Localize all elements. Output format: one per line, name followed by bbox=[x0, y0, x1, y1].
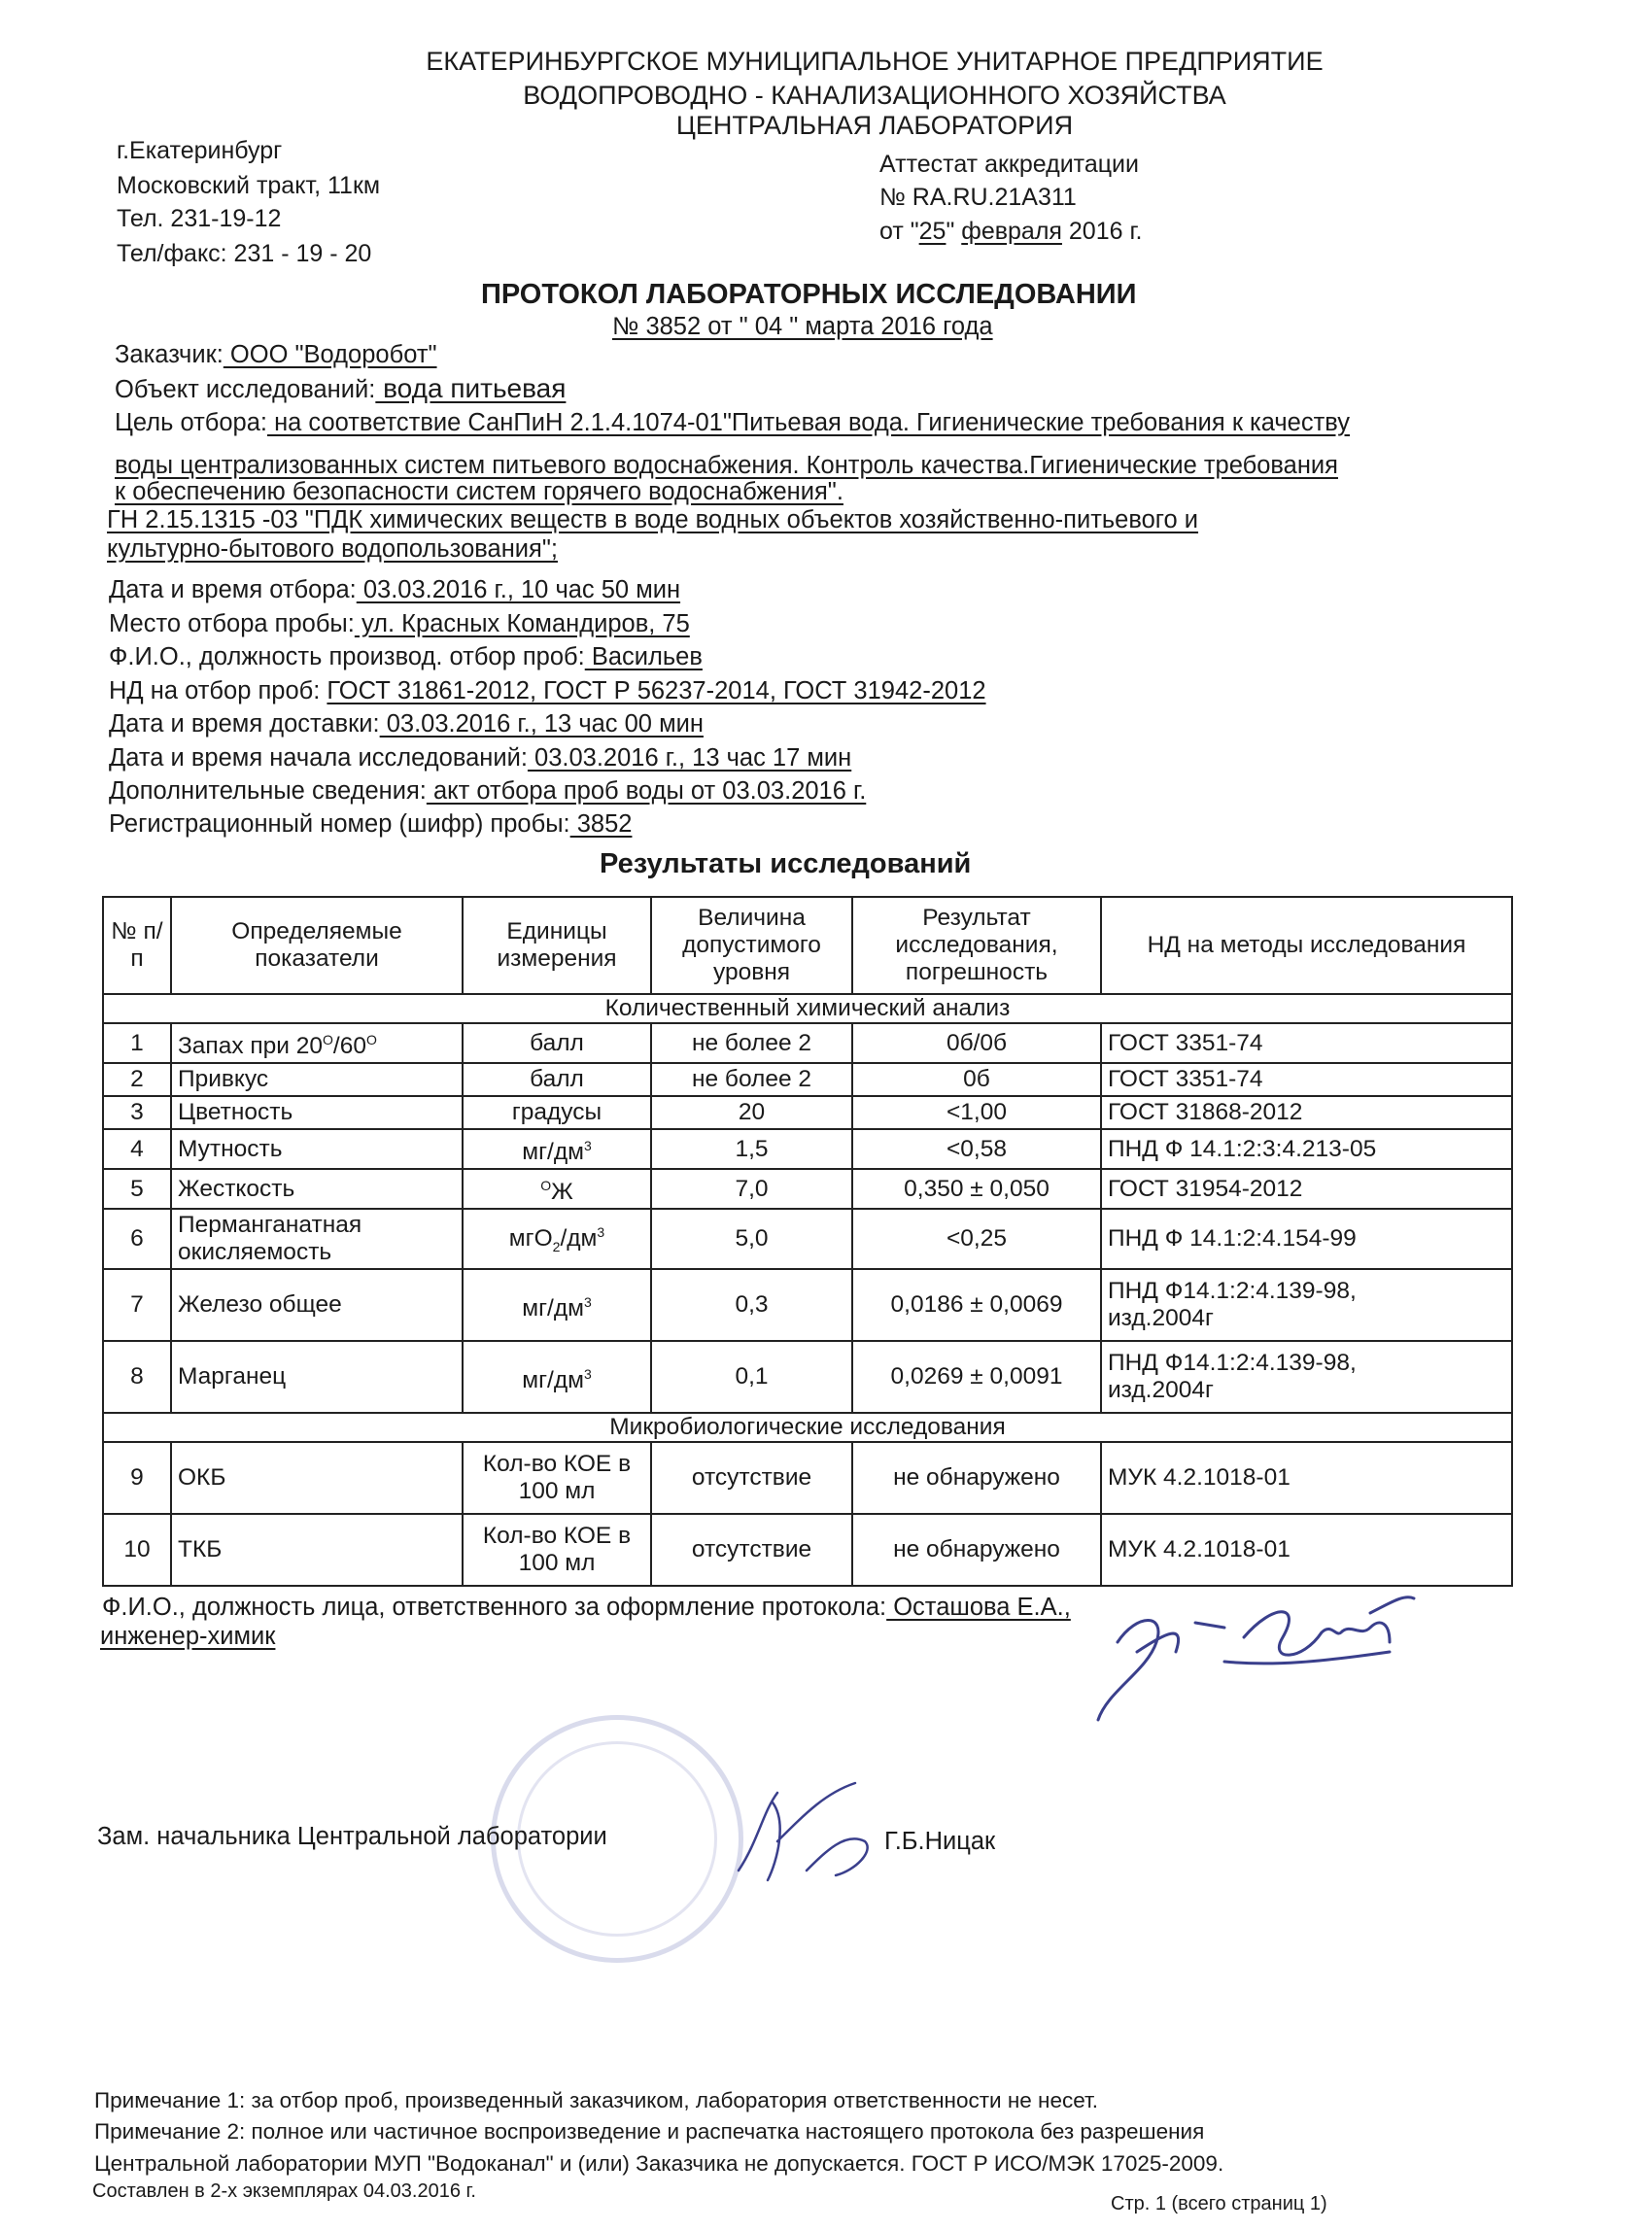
row-indicator: Цветность bbox=[171, 1096, 463, 1129]
delivery-value: 03.03.2016 г., 13 час 00 мин bbox=[379, 710, 704, 738]
reg-number-label: Регистрационный номер (шифр) пробы: bbox=[109, 810, 570, 838]
table-row bbox=[103, 1169, 1512, 1209]
row-num: 10 bbox=[103, 1514, 171, 1586]
accreditation-day: 25 bbox=[918, 218, 946, 245]
row-num: 6 bbox=[103, 1209, 171, 1269]
sampling-time-label: Дата и время отбора: bbox=[109, 576, 357, 603]
purpose-field bbox=[115, 406, 1350, 439]
unit-sub: 2 bbox=[552, 1238, 561, 1254]
row-limit: не более 2 bbox=[651, 1023, 852, 1063]
row-indicator: ОКБ bbox=[171, 1442, 463, 1514]
row-result: <0,25 bbox=[852, 1209, 1101, 1269]
row-num: 7 bbox=[103, 1269, 171, 1341]
row-indicator: Привкус bbox=[171, 1063, 463, 1096]
row-num: 3 bbox=[103, 1096, 171, 1129]
table-row bbox=[103, 1129, 1512, 1169]
copies-note: Составлен в 2-х экземплярах 04.03.2016 г. bbox=[92, 2180, 476, 2202]
row-method: ГОСТ 3351-74 bbox=[1101, 1023, 1512, 1063]
row-limit: 1,5 bbox=[651, 1129, 852, 1169]
address-street: Московский тракт, 11км bbox=[117, 172, 381, 199]
row-unit bbox=[463, 1169, 651, 1209]
row-method: МУК 4.2.1018-01 bbox=[1101, 1442, 1512, 1514]
org-name-line3: ЦЕНТРАЛЬНАЯ ЛАБОРАТОРИЯ bbox=[675, 111, 1074, 140]
accreditation-date bbox=[879, 215, 1142, 248]
sampler-value: Васильев bbox=[584, 643, 703, 670]
row-unit-text: Ж bbox=[551, 1179, 573, 1206]
row-unit bbox=[463, 1442, 651, 1514]
row-unit bbox=[463, 1209, 651, 1269]
row-num: 1 bbox=[103, 1023, 171, 1063]
row-unit-line2: 100 мл bbox=[518, 1550, 596, 1577]
row-unit-text: мгО bbox=[508, 1225, 553, 1253]
row-unit-text: мг/дм bbox=[522, 1139, 584, 1166]
purpose-value-line2: воды централизованных систем питьевого водоснабжения. Контроль качества.Гигиенические требования bbox=[115, 452, 1338, 479]
section-row-micro bbox=[103, 1413, 1512, 1442]
row-method: ГОСТ 31954-2012 bbox=[1101, 1169, 1512, 1209]
accreditation-month: февраля bbox=[961, 218, 1062, 245]
row-indicator: Железо общее bbox=[171, 1269, 463, 1341]
accreditation-label: Аттестат аккредитации bbox=[879, 151, 1139, 178]
row-result: <0,58 bbox=[852, 1129, 1101, 1169]
row-indicator bbox=[171, 1209, 463, 1269]
row-num: 8 bbox=[103, 1341, 171, 1413]
results-table bbox=[102, 896, 1513, 1587]
row-unit bbox=[463, 1269, 651, 1341]
object-field bbox=[115, 372, 566, 406]
row-result: 0,350 ± 0,050 bbox=[852, 1169, 1101, 1209]
row-result: не обнаружено bbox=[852, 1514, 1101, 1586]
customer-label: Заказчик: bbox=[115, 341, 224, 368]
section-chemical: Количественный химический анализ bbox=[103, 994, 1512, 1023]
deputy-name: Г.Б.Ницак bbox=[884, 1828, 996, 1855]
table-row bbox=[103, 1209, 1512, 1269]
row-indicator: Жесткость bbox=[171, 1169, 463, 1209]
row-method-line1: ПНД Ф14.1:2:4.139-98, bbox=[1108, 1350, 1357, 1377]
degree-sup: О bbox=[365, 1032, 377, 1047]
purpose-label: Цель отбора: bbox=[115, 409, 267, 436]
start-field bbox=[109, 741, 851, 774]
header-limit: Величина допустимого уровня bbox=[651, 897, 852, 994]
row-limit: 7,0 bbox=[651, 1169, 852, 1209]
page-number: Стр. 1 (всего страниц 1) bbox=[1111, 2193, 1327, 2214]
row-unit: балл bbox=[463, 1063, 651, 1096]
header-result: Результат исследования, погрешность bbox=[852, 897, 1101, 994]
row-limit: 5,0 bbox=[651, 1209, 852, 1269]
results-title: Результаты исследований bbox=[600, 848, 972, 879]
table-row bbox=[103, 1023, 1512, 1063]
row-method: ПНД Ф 14.1:2:4.154-99 bbox=[1101, 1209, 1512, 1269]
row-limit: 0,1 bbox=[651, 1341, 852, 1413]
row-unit: балл bbox=[463, 1023, 651, 1063]
row-limit: 20 bbox=[651, 1096, 852, 1129]
header-units: Единицы измерения bbox=[463, 897, 651, 994]
row-indicator: Мутность bbox=[171, 1129, 463, 1169]
delivery-field bbox=[109, 707, 704, 740]
org-name-line1: ЕКАТЕРИНБУРГСКОЕ МУНИЦИПАЛЬНОЕ УНИТАРНОЕ ПРЕДПРИЯТИЕ bbox=[426, 47, 1324, 76]
sampler-label: Ф.И.О., должность производ. отбор проб: bbox=[109, 643, 585, 670]
customer-field bbox=[115, 338, 437, 371]
row-unit-line2: 100 мл bbox=[518, 1478, 596, 1505]
row-unit-line1: Кол-во КОЕ в bbox=[482, 1451, 632, 1478]
row-num: 4 bbox=[103, 1129, 171, 1169]
row-indicator-text: Запах при 20 bbox=[178, 1033, 324, 1060]
degree-sup: О bbox=[323, 1032, 333, 1047]
row-num: 5 bbox=[103, 1169, 171, 1209]
table-row bbox=[103, 1442, 1512, 1514]
section-micro: Микробиологические исследования bbox=[103, 1413, 1512, 1442]
section-row-chemical bbox=[103, 994, 1512, 1023]
responsible-position: инженер-химик bbox=[100, 1623, 276, 1650]
row-method-line2: изд.2004г bbox=[1108, 1377, 1214, 1404]
sampling-place-value: ул. Красных Командиров, 75 bbox=[354, 610, 690, 637]
customer-value: ООО "Водоробот" bbox=[223, 341, 437, 368]
row-unit-line1: Кол-во КОЕ в bbox=[482, 1523, 632, 1550]
header-method: НД на методы исследования bbox=[1101, 897, 1512, 994]
note-1: Примечание 1: за отбор проб, произведенный заказчиком, лаборатория ответственности не несет. bbox=[94, 2088, 1099, 2112]
row-indicator bbox=[171, 1023, 463, 1063]
delivery-label: Дата и время доставки: bbox=[109, 710, 380, 738]
responsible-name: Осташова Е.А., bbox=[886, 1594, 1071, 1621]
responsible-field bbox=[102, 1591, 1071, 1624]
row-result: <1,00 bbox=[852, 1096, 1101, 1129]
nd-sampling-field bbox=[109, 674, 986, 707]
row-unit-text: мг/дм bbox=[522, 1367, 584, 1394]
sampling-time-value: 03.03.2016 г., 10 час 50 мин bbox=[356, 576, 681, 603]
deputy-title: Зам. начальника Центральной лаборатории bbox=[97, 1823, 607, 1850]
reg-number-value: 3852 bbox=[569, 810, 633, 838]
org-name-line2: ВОДОПРОВОДНО - КАНАЛИЗАЦИОННОГО ХОЗЯЙСТВА bbox=[523, 81, 1226, 110]
extra-info-value: акт отбора проб воды от 03.03.2016 г. bbox=[426, 777, 867, 805]
purpose-value-line5: культурно-бытового водопользования"; bbox=[107, 535, 558, 563]
row-result: 0,0186 ± 0,0069 bbox=[852, 1269, 1101, 1341]
reg-number-field bbox=[109, 807, 632, 841]
row-method-line1: ПНД Ф14.1:2:4.139-98, bbox=[1108, 1278, 1357, 1305]
start-value: 03.03.2016 г., 13 час 17 мин bbox=[527, 744, 852, 772]
row-unit bbox=[463, 1129, 651, 1169]
row-result: 0,0269 ± 0,0091 bbox=[852, 1341, 1101, 1413]
row-method bbox=[1101, 1269, 1512, 1341]
sampling-place-label: Место отбора пробы: bbox=[109, 610, 355, 637]
sampling-place-field bbox=[109, 607, 690, 640]
row-limit: не более 2 bbox=[651, 1063, 852, 1096]
row-method: ГОСТ 31868-2012 bbox=[1101, 1096, 1512, 1129]
table-row bbox=[103, 1341, 1512, 1413]
row-method: ГОСТ 3351-74 bbox=[1101, 1063, 1512, 1096]
row-num: 2 bbox=[103, 1063, 171, 1096]
degree-sup: О bbox=[540, 1178, 552, 1194]
row-indicator-text-mid: /60 bbox=[332, 1033, 366, 1060]
unit-sup: 3 bbox=[583, 1293, 592, 1310]
extra-info-field bbox=[109, 774, 866, 807]
deputy-signature bbox=[719, 1764, 884, 1900]
table-row bbox=[103, 1269, 1512, 1341]
address-city: г.Екатеринбург bbox=[117, 137, 283, 164]
header-num: № п/п bbox=[103, 897, 171, 994]
row-num: 9 bbox=[103, 1442, 171, 1514]
responsible-signature bbox=[1079, 1584, 1428, 1730]
row-unit-tail: /дм bbox=[560, 1225, 598, 1253]
accreditation-year: 2016 г. bbox=[1068, 218, 1143, 245]
table-row bbox=[103, 1096, 1512, 1129]
unit-sup: 3 bbox=[597, 1223, 605, 1240]
row-unit: градусы bbox=[463, 1096, 651, 1129]
start-label: Дата и время начала исследований: bbox=[109, 744, 528, 772]
address-fax: Тел/факс: 231 - 19 - 20 bbox=[117, 240, 372, 267]
protocol-number: № 3852 от " 04 " марта 2016 года bbox=[612, 313, 993, 340]
table-header-row bbox=[103, 897, 1512, 994]
sampling-time-field bbox=[109, 573, 680, 606]
row-indicator-line2: окисляемость bbox=[178, 1239, 332, 1266]
object-label: Объект исследований: bbox=[115, 376, 376, 403]
row-method bbox=[1101, 1341, 1512, 1413]
sampler-field bbox=[109, 640, 703, 673]
row-indicator: Марганец bbox=[171, 1341, 463, 1413]
purpose-value-line1: на соответствие СанПиН 2.1.4.1074-01"Питьевая вода. Гигиенические требования к качеству bbox=[266, 409, 1351, 436]
note-2-line1: Примечание 2: полное или частичное воспроизведение и распечатка настоящего протокола без разрешения bbox=[94, 2119, 1205, 2144]
extra-info-label: Дополнительные сведения: bbox=[109, 777, 427, 805]
row-method: МУК 4.2.1018-01 bbox=[1101, 1514, 1512, 1586]
purpose-value-line3: к обеспечению безопасности систем горячего водоснабжения". bbox=[115, 478, 843, 505]
unit-sup: 3 bbox=[583, 1365, 592, 1382]
row-limit: отсутствие bbox=[651, 1442, 852, 1514]
row-result: 0б/0б bbox=[852, 1023, 1101, 1063]
accreditation-date-prefix: от " bbox=[879, 218, 919, 245]
nd-sampling-value: ГОСТ 31861-2012, ГОСТ Р 56237-2014, ГОСТ 31942-2012 bbox=[327, 677, 986, 704]
table-row bbox=[103, 1063, 1512, 1096]
row-limit: отсутствие bbox=[651, 1514, 852, 1586]
row-unit bbox=[463, 1514, 651, 1586]
accreditation-number: № RA.RU.21A311 bbox=[879, 184, 1077, 211]
table-row bbox=[103, 1514, 1512, 1586]
row-method-line2: изд.2004г bbox=[1108, 1305, 1214, 1332]
address-phone: Тел. 231-19-12 bbox=[117, 205, 282, 232]
purpose-value-line4: ГН 2.15.1315 -03 "ПДК химических веществ в воде водных объектов хозяйственно-питьевого и bbox=[107, 506, 1199, 533]
row-method: ПНД Ф 14.1:2:3:4.213-05 bbox=[1101, 1129, 1512, 1169]
responsible-label: Ф.И.О., должность лица, ответственного за оформление протокола: bbox=[102, 1594, 887, 1621]
object-value: вода питьевая bbox=[375, 373, 567, 403]
accreditation-quote: " bbox=[946, 218, 955, 245]
row-indicator: ТКБ bbox=[171, 1514, 463, 1586]
header-indicator: Определяемые показатели bbox=[171, 897, 463, 994]
note-2-line2: Центральной лаборатории МУП "Водоканал" и (или) Заказчика не допускается. ГОСТ Р ИСО/МЭК 17025-2009. bbox=[94, 2151, 1224, 2176]
row-result: 0б bbox=[852, 1063, 1101, 1096]
nd-sampling-label: НД на отбор проб: bbox=[109, 677, 327, 704]
protocol-title: ПРОТОКОЛ ЛАБОРАТОРНЫХ ИССЛЕДОВАНИИ bbox=[481, 279, 1137, 310]
row-result: не обнаружено bbox=[852, 1442, 1101, 1514]
row-unit bbox=[463, 1341, 651, 1413]
unit-sup: 3 bbox=[583, 1138, 592, 1154]
row-indicator-line1: Перманганатная bbox=[178, 1212, 362, 1239]
row-limit: 0,3 bbox=[651, 1269, 852, 1341]
row-unit-text: мг/дм bbox=[522, 1295, 584, 1322]
